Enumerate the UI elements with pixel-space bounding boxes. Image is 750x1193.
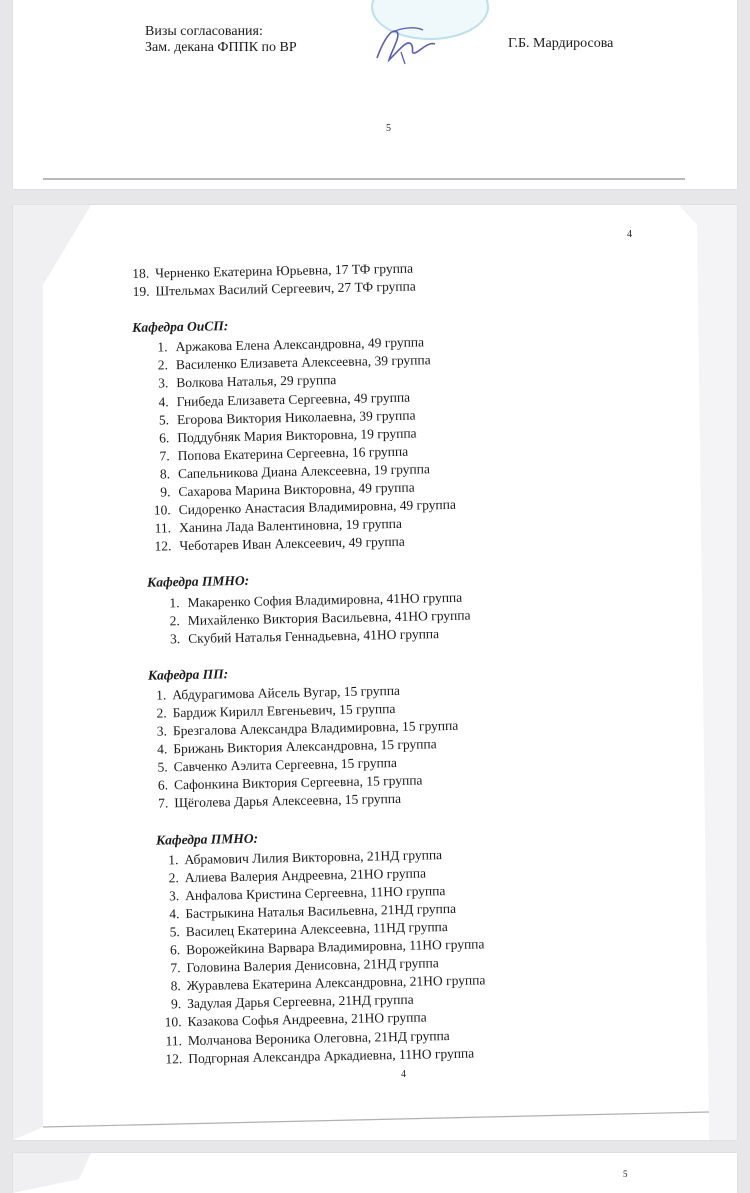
section-heading: Кафедра ПМНО: <box>155 830 259 848</box>
page-bottom-edge <box>43 178 685 180</box>
section-heading: Кафедра ПМНО: <box>146 573 250 591</box>
section-ops <box>132 309 656 556</box>
signatory-name: Г.Б. Мардиросова <box>508 36 614 51</box>
list-item: 3. Волкова Наталья, 29 группа <box>158 372 337 391</box>
scanned-page-previous <box>13 0 737 189</box>
page-number: 5 <box>386 123 391 134</box>
document-body <box>131 255 666 1069</box>
list-item: 6. Ворожейкина Варвара Владимировна, 11НО группа <box>169 936 485 958</box>
section-heading: Кафедра ПП: <box>147 665 229 683</box>
list-item: 3. Брезгалова Александра Владимировна, 15 группа <box>156 717 459 739</box>
section-heading: Кафедра ОиСП: <box>132 318 229 336</box>
list-item: 5. Савченко Аэлита Сергеевна, 15 группа <box>157 755 398 775</box>
page-number-bottom: 4 <box>401 1069 406 1080</box>
list-item: 3. Анфалова Кристина Сергеевна, 11НО группа <box>168 882 446 904</box>
list-item: 9. Сахарова Марина Викторовна, 49 группа <box>160 479 415 500</box>
list-item: 7. Головина Валерия Денисовна, 21НД группа <box>170 955 439 976</box>
list-item: 7. Попова Екатерина Сергеевна, 16 группа <box>159 443 409 464</box>
list-item: 6. Поддубняк Мария Викторовна, 19 группа <box>159 425 417 446</box>
list-item: 2. Михайленко Виктория Васильевна, 41НО группа <box>169 607 471 628</box>
list-item: 4. Гнибеда Елизавета Сергеевна, 49 группа <box>158 389 411 410</box>
list-item: 12. Чеботарев Иван Алексеевич, 49 группа <box>154 534 405 554</box>
list-item: 1. Аржакова Елена Александровна, 49 группа <box>157 334 425 355</box>
signature-image <box>371 18 441 68</box>
list-item: 19. Штельмах Василий Сергеевич, 27 ТФ группа <box>132 278 416 300</box>
list-item: 9. Задулая Дарья Сергеевна, 21НД группа <box>170 992 414 1012</box>
list-item: 1. Абдурагимова Айсель Вугар, 15 группа <box>155 682 401 703</box>
list-item: 2. Алиева Валерия Андреевна, 21НО группа <box>168 865 427 886</box>
list-item: 2. Василенко Елизавета Алексеевна, 39 группа <box>157 352 431 373</box>
position-title: Зам. декана ФППК по ВР <box>145 40 297 55</box>
list-item: 18. Черненко Екатерина Юрьевна, 17 ТФ группа <box>132 260 414 281</box>
list-item: 2. Бардиж Кирилл Евгеньевич, 15 группа <box>156 700 396 721</box>
list-item: 3. Скубий Наталья Геннадьевна, 41НО группа <box>169 625 440 647</box>
section-pmno-second <box>142 821 666 1068</box>
scanned-page-main <box>13 205 737 1140</box>
section-pp <box>139 657 662 814</box>
list-item: 10. Сидоренко Анастасия Владимировна, 49 группа <box>153 496 457 518</box>
list-item: 11. Ханина Лада Валентиновна, 19 группа <box>154 516 403 536</box>
page-number-top: 4 <box>627 229 632 240</box>
list-item: 1. Макаренко София Владимировна, 41НО группа <box>169 589 463 610</box>
list-item: 12. Подгорная Александра Аркадиевна, 11НО группа <box>165 1045 475 1067</box>
page-number: 5 <box>623 1169 628 1179</box>
list-item: 11. Молчанова Вероника Олеговна, 21НД группа <box>165 1027 450 1049</box>
list-item: 5. Егорова Виктория Николаевна, 39 группа <box>158 407 416 428</box>
list-item: 8. Журавлева Екатерина Александровна, 21НО группа <box>170 972 486 994</box>
scanned-page-next <box>13 1153 737 1193</box>
list-item: 10. Казакова Софья Андреевна, 21НО группа <box>164 1009 427 1030</box>
list-item: 1. Абрамович Лилия Викторовна, 21НД группа <box>168 846 443 868</box>
scan-paper-edges <box>13 1153 737 1193</box>
approval-label: Визы согласования: <box>145 24 263 39</box>
list-item: 5. Василец Екатерина Алексеевна, 11НД группа <box>169 919 448 940</box>
section-pmno-first <box>137 564 658 648</box>
list-item: 4. Брижань Виктория Александровна, 15 группа <box>157 736 437 757</box>
list-item: 7. Щёголева Дарья Алексеевна, 15 группа <box>158 791 402 812</box>
list-item: 4. Бастрыкина Наталья Васильевна, 21НД группа <box>169 900 457 922</box>
list-item: 8. Сапельникова Диана Алексеевна, 19 группа <box>159 461 431 482</box>
list-item: 6. Сафонкина Виктория Сергеевна, 15 группа <box>157 772 423 793</box>
